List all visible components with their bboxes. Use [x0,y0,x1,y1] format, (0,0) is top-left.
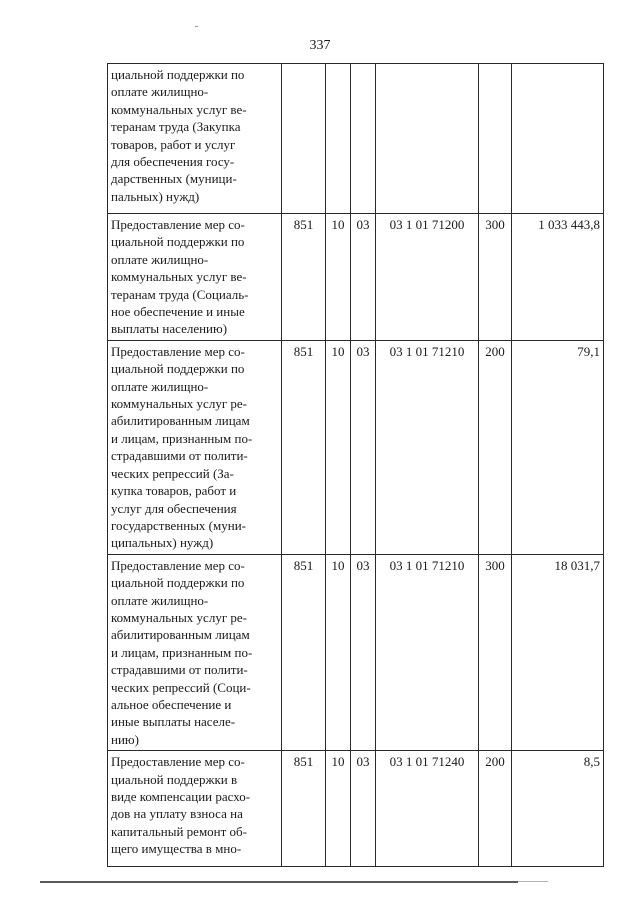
expense-type-cell [479,64,512,214]
description-line: страдавшими от полити- [111,662,248,678]
budget-table [107,63,604,867]
footer-rule-tail [518,881,548,882]
ministry-code-cell [282,64,326,214]
description-line: оплате жилищно- [111,378,209,394]
description-line: ное обеспечение и иные [111,304,245,320]
description-line: ческих репрессий (За- [111,465,234,481]
page-number: 337 [309,38,331,53]
description-line: теранам труда (Закупка [111,119,241,135]
description-line: Предоставление мер со- [111,343,245,359]
description-line: страдавшими от полити- [111,448,248,464]
description-line: выплаты населению) [111,321,228,337]
description-line: капитальный ремонт об- [111,823,247,839]
description-line: Предоставление мер со- [111,754,245,770]
description-line: и лицам, признанным по- [111,430,253,446]
description-line: абилитированным лицам [111,413,250,429]
description-line: товаров, работ и услуг [111,136,236,152]
description-line: дарственных (муници- [111,171,237,187]
row-description [108,214,282,341]
section-code-cell [326,64,351,214]
amount-cell: 18 031,7 [512,554,604,750]
description-line: виде компенсации расхо- [111,789,251,804]
target-article-cell: 03 1 01 71210 [376,340,479,554]
subsection-code-cell: 03 [351,751,376,867]
description-line: циальной поддержки в [111,771,238,787]
section-code-cell: 10 [326,214,351,341]
description-line: купка товаров, работ и [111,483,237,499]
subsection-code-cell: 03 [351,214,376,341]
description-line: иные выплаты населе- [111,714,236,730]
description-line: коммунальных услуг ре- [111,396,247,412]
description-line: оплате жилищно- [111,592,209,608]
ministry-code-cell: 851 [282,554,326,750]
amount-cell: 1 033 443,8 [512,214,604,341]
target-article-cell: 03 1 01 71210 [376,554,479,750]
description-line: государственных (муни- [111,517,246,533]
table-row [108,214,604,341]
description-line: циальной поддержки по [111,361,245,377]
description-line: коммунальных услуг ве- [111,269,247,285]
amount-cell [512,64,604,214]
row-description [108,340,282,554]
subsection-code-cell: 03 [351,340,376,554]
description-line: ципальных) нужд) [111,535,214,551]
description-line: альное обеспечение и [111,696,232,712]
budget-table-body [108,64,604,867]
description-line: и лицам, признанным по- [111,644,253,660]
description-line: циальной поддержки по [111,67,245,82]
footer-rule [40,881,518,883]
ministry-code-cell: 851 [282,340,326,554]
ministry-code-cell: 851 [282,751,326,867]
expense-type-cell: 200 [479,751,512,867]
expense-type-cell: 300 [479,214,512,341]
description-line: циальной поддержки по [111,575,245,591]
subsection-code-cell [351,64,376,214]
target-article-cell: 03 1 01 71200 [376,214,479,341]
description-line: коммунальных услуг ве- [111,101,247,117]
target-article-cell [376,64,479,214]
scan-mark [195,26,198,27]
description-line: дов на уплату взноса на [111,806,243,822]
description-line: оплате жилищно- [111,251,209,267]
description-line: абилитированным лицам [111,627,250,643]
row-description [108,554,282,750]
section-code-cell: 10 [326,554,351,750]
description-line: циальной поддержки по [111,234,245,250]
ministry-code-cell: 851 [282,214,326,341]
description-line: Предоставление мер со- [111,217,245,232]
description-line: услуг для обеспечения [111,500,237,516]
description-line: для обеспечения госу- [111,154,235,170]
section-code-cell: 10 [326,751,351,867]
description-line: Предоставление мер со- [111,557,245,573]
amount-cell: 79,1 [512,340,604,554]
subsection-code-cell: 03 [351,554,376,750]
description-line: щего имущества в мно- [111,841,242,857]
description-line: пальных) нужд) [111,188,200,204]
target-article-cell: 03 1 01 71240 [376,751,479,867]
description-line: теранам труда (Социаль- [111,286,249,302]
expense-type-cell: 200 [479,340,512,554]
table-row [108,751,604,867]
table-row [108,554,604,750]
description-line: коммунальных услуг ре- [111,609,247,625]
description-line: нию) [111,731,139,747]
row-description [108,64,282,214]
row-description [108,751,282,867]
expense-type-cell: 300 [479,554,512,750]
amount-cell: 8,5 [512,751,604,867]
section-code-cell: 10 [326,340,351,554]
description-line: оплате жилищно- [111,84,209,100]
description-line: ческих репрессий (Соци- [111,679,251,695]
table-row [108,340,604,554]
table-row [108,64,604,214]
